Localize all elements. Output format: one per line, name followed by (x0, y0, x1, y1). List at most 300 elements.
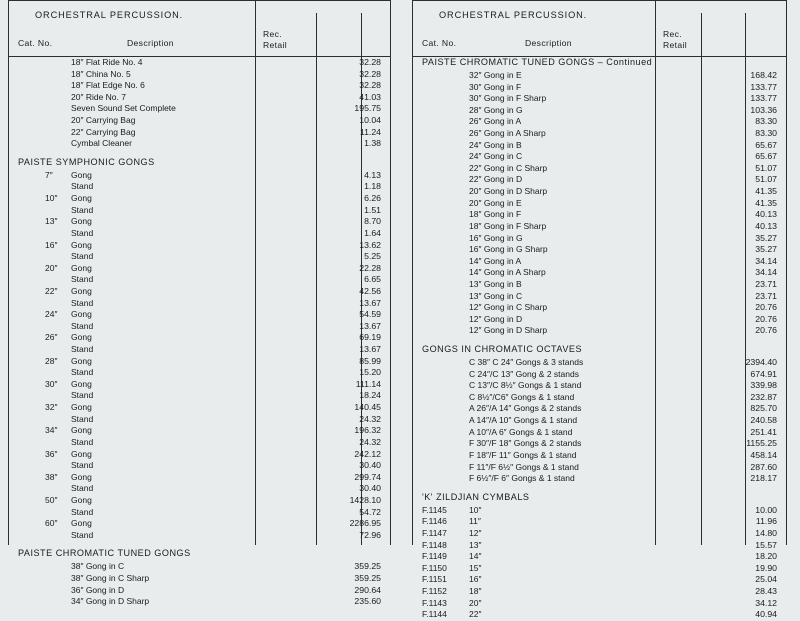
row-cat-no: F.1149 (422, 551, 447, 562)
row-description: Gong (71, 285, 92, 296)
row-description: 14″ Gong in A Sharp (469, 267, 546, 278)
column-header-rec-left: Rec. (263, 29, 283, 40)
column-header-retail-right: Retail (663, 39, 688, 50)
row-rec-retail-price: 51.07 (755, 174, 777, 185)
row-description: 14″ Gong in A (469, 255, 522, 266)
table-row (9, 460, 390, 472)
row-rec-retail-price: 674.91 (750, 368, 777, 379)
table-row (9, 103, 390, 115)
row-description: 18″ Flat Edge No. 6 (71, 80, 145, 91)
section-heading-label: PAISTE CHROMATIC TUNED GONGS (18, 548, 191, 559)
row-rec-retail-price: 240.58 (750, 415, 777, 426)
row-rec-retail-price: 30.40 (359, 460, 381, 471)
row-rec-retail-price: 54.72 (359, 506, 381, 517)
row-rec-retail-price: 339.98 (750, 380, 777, 391)
row-description: F 11″/F 6½″ Gongs & 1 stand (469, 461, 579, 472)
row-description: Stand (71, 227, 94, 238)
row-rec-retail-price: 10.04 (359, 115, 381, 126)
row-cat-no: F.1148 (422, 539, 447, 550)
row-rec-retail-price: 65.67 (755, 139, 777, 150)
row-rec-retail-price: 23.71 (755, 278, 777, 289)
row-description: 24″ Gong in C (469, 151, 523, 162)
table-row (413, 450, 786, 462)
row-description: Gong (71, 494, 92, 505)
row-rec-retail-price: 11.24 (359, 126, 381, 137)
table-row (413, 369, 786, 381)
table-row (413, 609, 786, 621)
row-cat-no: F.1150 (422, 562, 447, 573)
row-description: Stand (71, 297, 94, 308)
table-row (9, 57, 390, 69)
table-row (413, 267, 786, 279)
row-description: 16″ Gong in G Sharp (469, 244, 548, 255)
row-rec-retail-price: 235.60 (354, 596, 381, 607)
row-description: 22″ Gong in C Sharp (469, 162, 548, 173)
row-cat-no: 7″ (45, 169, 53, 180)
row-description: 34″ Gong in D Sharp (71, 596, 150, 607)
table-row (9, 115, 390, 127)
table-row (413, 563, 786, 575)
row-cat-no: 28″ (45, 355, 58, 366)
row-description: 22″ (469, 609, 482, 620)
row-rec-retail-price: 85.99 (359, 355, 381, 366)
row-rec-retail-price: 42.56 (359, 285, 381, 296)
row-description: Gong (71, 355, 92, 366)
row-rec-retail-price: 195.75 (354, 103, 381, 114)
left-table-header (9, 1, 390, 57)
row-rec-retail-price: 1155.25 (746, 438, 777, 449)
row-cat-no: 10″ (45, 193, 58, 204)
row-rec-retail-price: 196.32 (354, 425, 381, 436)
row-rec-retail-price: 168.42 (750, 70, 777, 80)
row-rec-retail-price: 14.80 (755, 527, 777, 538)
row-description: 20″ (469, 597, 482, 608)
table-row (9, 518, 390, 530)
row-description: Stand (71, 367, 94, 378)
row-description: 18″ Flat Ride No. 4 (71, 57, 143, 67)
row-rec-retail-price: 15.57 (755, 539, 777, 550)
row-description: 38″ Gong in C (71, 561, 125, 572)
row-description: Gong (71, 471, 92, 482)
row-cat-no: 20″ (45, 262, 58, 273)
row-description: A 10″/A 6″ Gongs & 1 stand (469, 426, 573, 437)
row-rec-retail-price: 290.64 (354, 584, 381, 595)
row-description: 30″ Gong in F (469, 81, 522, 92)
row-description: 20″ Gong in E (469, 197, 522, 208)
left-page (0, 0, 400, 607)
row-cat-no: F.1146 (422, 516, 447, 527)
section-heading-label: 'K' ZILDJIAN CYMBALS (422, 491, 530, 502)
table-row (9, 390, 390, 402)
section-heading (9, 548, 390, 561)
table-row (413, 403, 786, 415)
row-cat-no: F.1143 (422, 597, 447, 608)
row-description: 28″ Gong in G (469, 104, 523, 115)
row-rec-retail-price: 83.30 (755, 128, 777, 139)
table-row (413, 574, 786, 586)
table-row (413, 279, 786, 291)
row-rec-retail-price: 13.67 (359, 344, 381, 355)
table-row (413, 291, 786, 303)
row-rec-retail-price: 111.14 (355, 378, 381, 389)
row-cat-no: 50″ (45, 494, 58, 505)
row-rec-retail-price: 13.67 (359, 297, 381, 308)
table-row (9, 228, 390, 240)
table-row (9, 561, 390, 573)
row-cat-no: 13″ (45, 216, 58, 227)
row-rec-retail-price: 20.76 (755, 302, 777, 313)
table-row (9, 181, 390, 193)
row-cat-no: 26″ (45, 332, 58, 343)
column-header-retail-left: Retail (263, 39, 288, 50)
row-rec-retail-price: 40.13 (755, 220, 777, 231)
row-description: 36″ Gong in D (71, 584, 125, 595)
row-rec-retail-price: 2394.40 (745, 357, 777, 368)
column-header-cat-no-right: Cat. No. (422, 38, 457, 48)
row-rec-retail-price: 6.65 (364, 274, 381, 285)
row-rec-retail-price: 18.24 (359, 390, 381, 401)
row-rec-retail-price: 1428.10 (349, 494, 381, 505)
row-rec-retail-price: 6.26 (364, 193, 381, 204)
row-rec-retail-price: 359.25 (354, 561, 381, 572)
table-row (9, 437, 390, 449)
row-description: Stand (71, 483, 94, 494)
table-row (413, 392, 786, 404)
row-rec-retail-price: 23.71 (755, 290, 777, 301)
row-rec-retail-price: 34.14 (755, 255, 777, 266)
row-rec-retail-price: 1.51 (364, 204, 381, 215)
table-row (9, 425, 390, 437)
left-row-container (9, 57, 390, 608)
row-description: 24″ Gong in B (469, 139, 522, 150)
row-cat-no: F.1147 (422, 527, 447, 538)
row-description: Stand (71, 529, 94, 540)
row-rec-retail-price: 251.41 (750, 426, 777, 437)
table-row (413, 82, 786, 94)
table-row (9, 286, 390, 298)
row-description: 20″ Gong in D Sharp (469, 186, 548, 197)
table-row (413, 586, 786, 598)
table-row (9, 92, 390, 104)
row-rec-retail-price: 232.87 (750, 391, 777, 402)
row-description: A 26″/A 14″ Gongs & 2 stands (469, 403, 582, 414)
row-description: 22″ Carrying Bag (71, 126, 136, 137)
column-header-cat-no-left: Cat. No. (18, 38, 53, 48)
table-row (413, 325, 786, 337)
row-cat-no: 36″ (45, 448, 58, 459)
table-row (9, 138, 390, 150)
row-description: C 8½″/C6″ Gongs & 1 stand (469, 391, 575, 402)
row-description: Stand (71, 460, 94, 471)
section-spacer (413, 485, 786, 492)
row-rec-retail-price: 1.18 (364, 181, 381, 192)
section-heading (9, 157, 390, 170)
table-row (9, 69, 390, 81)
row-rec-retail-price: 19.90 (755, 562, 777, 573)
table-row (9, 263, 390, 275)
table-row (9, 402, 390, 414)
table-row (9, 274, 390, 286)
row-rec-retail-price: 10.00 (755, 504, 777, 515)
row-description: 12″ Gong in C Sharp (469, 302, 548, 313)
table-row (9, 321, 390, 333)
table-row (413, 163, 786, 175)
table-row (413, 116, 786, 128)
table-row (9, 170, 390, 182)
row-description: Stand (71, 274, 94, 285)
row-description: F 6½″/F 6″ Gongs & 1 stand (469, 473, 575, 484)
row-cat-no: 38″ (45, 471, 58, 482)
table-row (413, 551, 786, 563)
row-rec-retail-price: 32.28 (359, 57, 381, 67)
row-rec-retail-price: 8.70 (364, 216, 381, 227)
row-description: 15″ (469, 562, 482, 573)
table-row (413, 516, 786, 528)
row-description: F 30″/F 18″ Gongs & 2 stands (469, 438, 582, 449)
section-heading-label: GONGS IN CHROMATIC OCTAVES (422, 344, 583, 355)
row-rec-retail-price: 40.94 (755, 609, 777, 620)
row-description: Stand (71, 344, 94, 355)
table-row (413, 427, 786, 439)
table-row (413, 140, 786, 152)
table-row (9, 356, 390, 368)
table-row (413, 174, 786, 186)
row-rec-retail-price: 140.45 (354, 402, 381, 413)
table-row (413, 209, 786, 221)
column-header-description-right: Description (525, 38, 572, 48)
row-description: Stand (71, 181, 94, 192)
row-description: Cymbal Cleaner (71, 138, 132, 149)
row-rec-retail-price: 32.28 (359, 68, 381, 79)
row-description: Gong (71, 448, 92, 459)
table-row (413, 314, 786, 326)
table-row (9, 379, 390, 391)
section-heading-label: PAISTE SYMPHONIC GONGS (18, 156, 155, 167)
row-description: 12″ Gong in D (469, 313, 523, 324)
row-rec-retail-price: 32.28 (359, 80, 381, 91)
table-row (9, 193, 390, 205)
row-description: 10″ (469, 504, 482, 515)
row-rec-retail-price: 218.17 (750, 473, 777, 484)
row-rec-retail-price: 242.12 (354, 448, 381, 459)
row-rec-retail-price: 458.14 (750, 449, 777, 460)
row-cat-no: 32″ (45, 402, 58, 413)
table-row (413, 357, 786, 369)
table-row (9, 414, 390, 426)
column-header-description-left: Description (127, 38, 174, 48)
table-row (413, 70, 786, 82)
row-rec-retail-price: 28.43 (755, 585, 777, 596)
row-rec-retail-price: 65.67 (755, 151, 777, 162)
row-description: C 13″/C 8½″ Gongs & 1 stand (469, 380, 582, 391)
row-rec-retail-price: 35.27 (755, 244, 777, 255)
row-rec-retail-price: 25.04 (755, 574, 777, 585)
table-row (413, 438, 786, 450)
row-description: Stand (71, 506, 94, 517)
row-rec-retail-price: 299.74 (354, 471, 381, 482)
column-header-rec-right: Rec. (663, 29, 683, 40)
row-description: Stand (71, 320, 94, 331)
table-row (413, 473, 786, 485)
table-row (413, 128, 786, 140)
column-header-rec-retail-right (657, 29, 687, 50)
row-cat-no: F.1152 (422, 585, 447, 596)
row-description: Gong (71, 518, 92, 529)
row-cat-no: 30″ (45, 378, 58, 389)
row-description: Gong (71, 309, 92, 320)
row-rec-retail-price: 41.03 (359, 91, 381, 102)
row-description: Stand (71, 390, 94, 401)
row-description: 14″ (469, 551, 482, 562)
row-description: Stand (71, 436, 94, 447)
row-description: 26″ Gong in A Sharp (469, 128, 546, 139)
row-description: 30″ Gong in F Sharp (469, 93, 547, 104)
row-description: Gong (71, 239, 92, 250)
row-description: Stand (71, 413, 94, 424)
left-table-body (9, 57, 390, 607)
row-rec-retail-price: 103.36 (750, 104, 777, 115)
table-row (413, 598, 786, 610)
table-row (9, 472, 390, 484)
row-description: 26″ Gong in A (469, 116, 522, 127)
row-rec-retail-price: 11.96 (755, 516, 777, 527)
row-description: 11″ (469, 516, 481, 527)
table-row (413, 105, 786, 117)
section-heading (413, 57, 786, 70)
table-row (9, 216, 390, 228)
row-rec-retail-price: 287.60 (750, 461, 777, 472)
table-row (413, 198, 786, 210)
row-description: 18″ (469, 585, 482, 596)
right-table-header (413, 1, 786, 57)
table-row (9, 495, 390, 507)
row-rec-retail-price: 83.30 (755, 116, 777, 127)
section-heading-label: PAISTE CHROMATIC TUNED GONGS – Continued (422, 57, 653, 67)
table-row (413, 256, 786, 268)
row-description: Gong (71, 193, 92, 204)
row-description: Gong (71, 216, 92, 227)
row-rec-retail-price: 54.59 (359, 309, 381, 320)
row-description: C 38″ C 24″ Gongs & 3 stands (469, 357, 584, 368)
row-description: 12″ (469, 527, 482, 538)
table-row (413, 244, 786, 256)
row-rec-retail-price: 20.76 (755, 325, 777, 336)
section-heading (413, 492, 786, 505)
table-row (413, 505, 786, 517)
section-spacer (413, 337, 786, 344)
row-rec-retail-price: 133.77 (750, 93, 777, 104)
row-description: Gong (71, 262, 92, 273)
section-spacer (9, 150, 390, 157)
row-rec-retail-price: 13.67 (359, 320, 381, 331)
table-row (413, 540, 786, 552)
row-rec-retail-price: 20.76 (755, 313, 777, 324)
row-description: Gong (71, 378, 92, 389)
row-description: 16″ (469, 574, 482, 585)
table-row (9, 80, 390, 92)
row-cat-no: 24″ (45, 309, 58, 320)
row-description: 16″ Gong in G (469, 232, 523, 243)
row-description: 22″ Gong in D (469, 174, 523, 185)
row-rec-retail-price: 15.20 (359, 367, 381, 378)
table-row (413, 151, 786, 163)
row-cat-no: F.1151 (422, 574, 447, 585)
table-row (9, 205, 390, 217)
row-rec-retail-price: 51.07 (755, 162, 777, 173)
row-rec-retail-price: 24.32 (359, 436, 381, 447)
row-rec-retail-price: 1.64 (364, 227, 381, 238)
section-heading (413, 344, 786, 357)
table-row (9, 309, 390, 321)
right-page (400, 0, 800, 620)
row-description: 18″ China No. 5 (71, 68, 131, 79)
row-description: Gong (71, 425, 92, 436)
row-rec-retail-price: 18.20 (755, 551, 777, 562)
left-price-table (8, 0, 391, 607)
table-row (9, 127, 390, 139)
row-description: 12″ Gong in D Sharp (469, 325, 548, 336)
row-rec-retail-price: 2286.95 (349, 518, 381, 529)
table-row (9, 507, 390, 519)
table-row (9, 251, 390, 263)
table-row (413, 93, 786, 105)
row-description: 13″ (469, 539, 482, 550)
table-row (9, 483, 390, 495)
row-rec-retail-price: 4.13 (364, 169, 381, 180)
table-row (413, 302, 786, 314)
table-row (9, 332, 390, 344)
right-row-container (413, 57, 786, 621)
right-price-table (412, 0, 787, 620)
row-cat-no: F.1145 (422, 504, 447, 515)
table-row (9, 367, 390, 379)
row-rec-retail-price: 359.25 (354, 572, 381, 583)
row-rec-retail-price: 41.35 (755, 186, 777, 197)
right-table-body (413, 57, 786, 620)
row-description: C 24″/C 13″ Gong & 2 stands (469, 368, 579, 379)
row-description: 32″ Gong in E (469, 70, 522, 80)
row-description: 13″ Gong in B (469, 278, 522, 289)
row-cat-no: F.1144 (422, 609, 447, 620)
table-row (413, 380, 786, 392)
row-description: Stand (71, 204, 94, 215)
table-row (9, 596, 390, 608)
table-row (413, 462, 786, 474)
row-rec-retail-price: 69.19 (359, 332, 381, 343)
row-description: 18″ Gong in F (469, 209, 522, 220)
row-cat-no: 16″ (45, 239, 58, 250)
row-description: 13″ Gong in C (469, 290, 523, 301)
row-description: 20″ Ride No. 7 (71, 91, 126, 102)
row-rec-retail-price: 35.27 (755, 232, 777, 243)
row-rec-retail-price: 41.35 (755, 197, 777, 208)
row-rec-retail-price: 24.32 (359, 413, 381, 424)
row-description: 20″ Carrying Bag (71, 115, 136, 126)
table-row (9, 344, 390, 356)
row-rec-retail-price: 72.96 (359, 529, 381, 540)
table-row (413, 528, 786, 540)
row-rec-retail-price: 825.70 (750, 403, 777, 414)
row-description: 38″ Gong in C Sharp (71, 572, 150, 583)
row-rec-retail-price: 34.12 (755, 597, 777, 608)
table-row (413, 233, 786, 245)
column-header-rec-retail-left (257, 29, 287, 50)
row-rec-retail-price: 13.62 (359, 239, 381, 250)
row-rec-retail-price: 22.28 (359, 262, 381, 273)
table-row (9, 573, 390, 585)
row-cat-no: 34″ (45, 425, 58, 436)
row-rec-retail-price: 40.13 (755, 209, 777, 220)
